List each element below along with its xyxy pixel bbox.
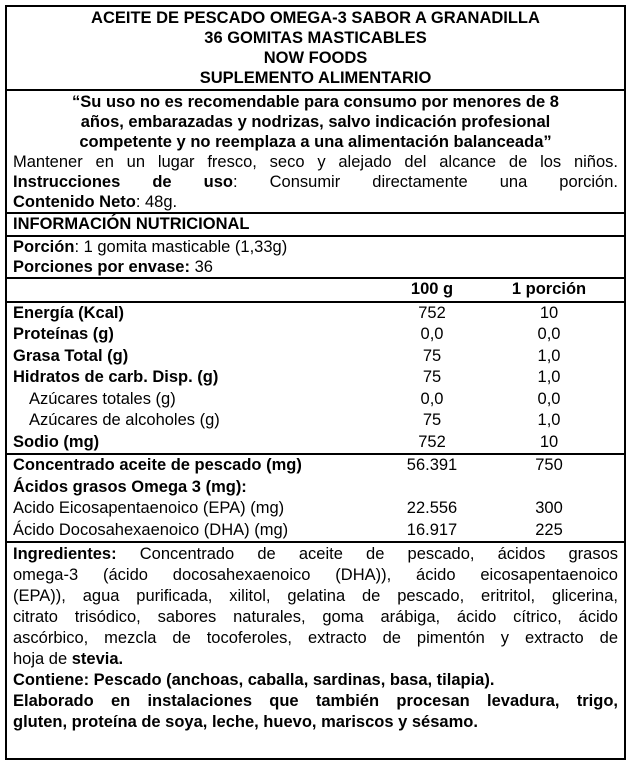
contains-line bbox=[7, 670, 624, 691]
row-value-portion: 300 bbox=[535, 499, 563, 517]
ingredients-line: (EPA)), agua purificada, xilitol, gelatina de pescado, eritritol, glicerina, bbox=[13, 587, 618, 605]
servings-label: Porciones por envase: bbox=[13, 258, 190, 276]
portion bbox=[7, 237, 624, 257]
storage-text: Mantener en un lugar fresco, seco y alejado del alcance de los niños. bbox=[13, 153, 618, 171]
row-value-100g: 75 bbox=[422, 346, 442, 365]
table-row bbox=[7, 432, 624, 456]
table-row bbox=[7, 410, 624, 432]
net-content-text: : 48g. bbox=[135, 193, 178, 211]
row-value-100g: 752 bbox=[418, 303, 446, 322]
row-label: Ácido Docosahexaenoico (DHA) (mg) bbox=[13, 520, 289, 539]
row-value-100g: 75 bbox=[422, 368, 442, 386]
row-value-100g: 752 bbox=[418, 432, 446, 451]
ingredients-line bbox=[13, 649, 618, 670]
ingredients-label: Ingredientes: bbox=[13, 545, 117, 563]
row-value-100g: 22.556 bbox=[406, 499, 458, 517]
product-header bbox=[7, 7, 624, 91]
net-content bbox=[13, 192, 618, 212]
brand-name: NOW FOODS bbox=[263, 49, 368, 67]
servings-value: 36 bbox=[189, 258, 213, 276]
row-label: Proteínas (g) bbox=[13, 325, 114, 343]
row-label: Grasa Total (g) bbox=[13, 346, 129, 365]
row-value-portion: 750 bbox=[535, 456, 563, 474]
row-value-portion: 1,0 bbox=[537, 411, 561, 429]
row-label: Azúcares totales (g) bbox=[29, 389, 176, 408]
ingredients-line bbox=[13, 544, 618, 565]
row-value-portion: 225 bbox=[535, 520, 563, 539]
column-header-portion: 1 porción bbox=[511, 280, 587, 298]
instructions-text: : Consumir directamente una porción. bbox=[232, 173, 618, 191]
row-value-portion: 10 bbox=[539, 432, 559, 451]
product-category: SUPLEMENTO ALIMENTARIO bbox=[199, 69, 432, 87]
table-row bbox=[7, 455, 624, 477]
ingredients-line: omega-3 (ácido docosahexaenoico (DHA)), ácido eicosapentaenoico bbox=[13, 566, 618, 584]
ingredients-section bbox=[7, 543, 624, 733]
table-row bbox=[7, 303, 624, 325]
warning-quote-line: “Su uso no es recomendable para consumo por menores de 8 bbox=[72, 93, 559, 111]
row-label: Concentrado aceite de pescado (mg) bbox=[13, 456, 302, 474]
ingredients-stevia: stevia. bbox=[71, 650, 124, 668]
servings bbox=[7, 257, 624, 277]
ingredients-line: citrato trisódico, sabores naturales, goma arábiga, ácido cítrico, ácido bbox=[13, 608, 618, 626]
contains-text: Pescado (anchoas, caballa, sardinas, basa, tilapia). bbox=[89, 671, 495, 689]
portion-label: Porción bbox=[13, 238, 75, 256]
warning-quote bbox=[13, 92, 618, 152]
warning-quote-line: años, embarazadas y nodrizas, salvo indicación profesional bbox=[80, 113, 551, 131]
table-row bbox=[7, 498, 624, 520]
row-value-portion: 0,0 bbox=[537, 325, 561, 343]
ingredients-line-text: hoja de bbox=[13, 650, 72, 668]
row-label: Hidratos de carb. Disp. (g) bbox=[13, 368, 219, 386]
row-label: Energía (Kcal) bbox=[13, 303, 124, 322]
row-value-100g: 75 bbox=[422, 411, 442, 429]
nutrition-label bbox=[5, 5, 626, 760]
table-header-row bbox=[7, 279, 624, 303]
nutrition-table bbox=[7, 279, 624, 543]
net-content-label: Contenido Neto bbox=[13, 193, 136, 211]
ingredients-line-text: Concentrado de aceite de pescado, ácidos grasos bbox=[116, 545, 618, 563]
contains-label: Contiene: bbox=[13, 671, 90, 689]
row-value-100g: 0,0 bbox=[420, 325, 444, 343]
table-row bbox=[7, 520, 624, 542]
row-label: Ácidos grasos Omega 3 (mg): bbox=[13, 477, 247, 496]
instructions bbox=[13, 172, 618, 192]
facility-line: Elaborado en instalaciones que también procesan levadura, trigo, bbox=[13, 692, 618, 710]
table-row bbox=[7, 477, 624, 499]
table-row bbox=[7, 367, 624, 389]
row-value-100g: 56.391 bbox=[406, 456, 458, 474]
row-value-portion: 1,0 bbox=[537, 368, 561, 386]
product-count: 36 GOMITAS MASTICABLES bbox=[204, 29, 427, 47]
row-label: Acido Eicosapentaenoico (EPA) (mg) bbox=[13, 499, 285, 517]
row-label: Sodio (mg) bbox=[13, 432, 100, 451]
row-value-100g: 0,0 bbox=[420, 389, 444, 408]
table-row bbox=[7, 346, 624, 368]
nutrition-title: INFORMACIÓN NUTRICIONAL bbox=[7, 214, 624, 237]
column-header-100g: 100 g bbox=[410, 280, 454, 298]
warning-section bbox=[7, 91, 624, 214]
warning-quote-line: competente y no reemplaza a una alimentación balanceada” bbox=[79, 133, 552, 151]
row-value-portion: 0,0 bbox=[537, 389, 561, 408]
ingredients-line: ascórbico, mezcla de tocoferoles, extracto de pimentón y extracto de bbox=[13, 629, 618, 647]
ingredients-text bbox=[7, 543, 624, 670]
portion-text: : 1 gomita masticable (1,33g) bbox=[74, 238, 288, 256]
row-value-100g: 16.917 bbox=[406, 520, 458, 539]
instructions-label: Instrucciones de uso bbox=[13, 173, 233, 191]
facility-line: gluten, proteína de soya, leche, huevo, mariscos y sésamo. bbox=[13, 713, 478, 731]
portion-section bbox=[7, 237, 624, 279]
row-value-portion: 1,0 bbox=[537, 346, 561, 365]
table-row bbox=[7, 389, 624, 411]
product-name: ACEITE DE PESCADO OMEGA-3 SABOR A GRANADILLA bbox=[91, 9, 540, 27]
row-label: Azúcares de alcoholes (g) bbox=[29, 411, 220, 429]
table-row bbox=[7, 324, 624, 346]
row-value-portion: 10 bbox=[539, 303, 559, 322]
